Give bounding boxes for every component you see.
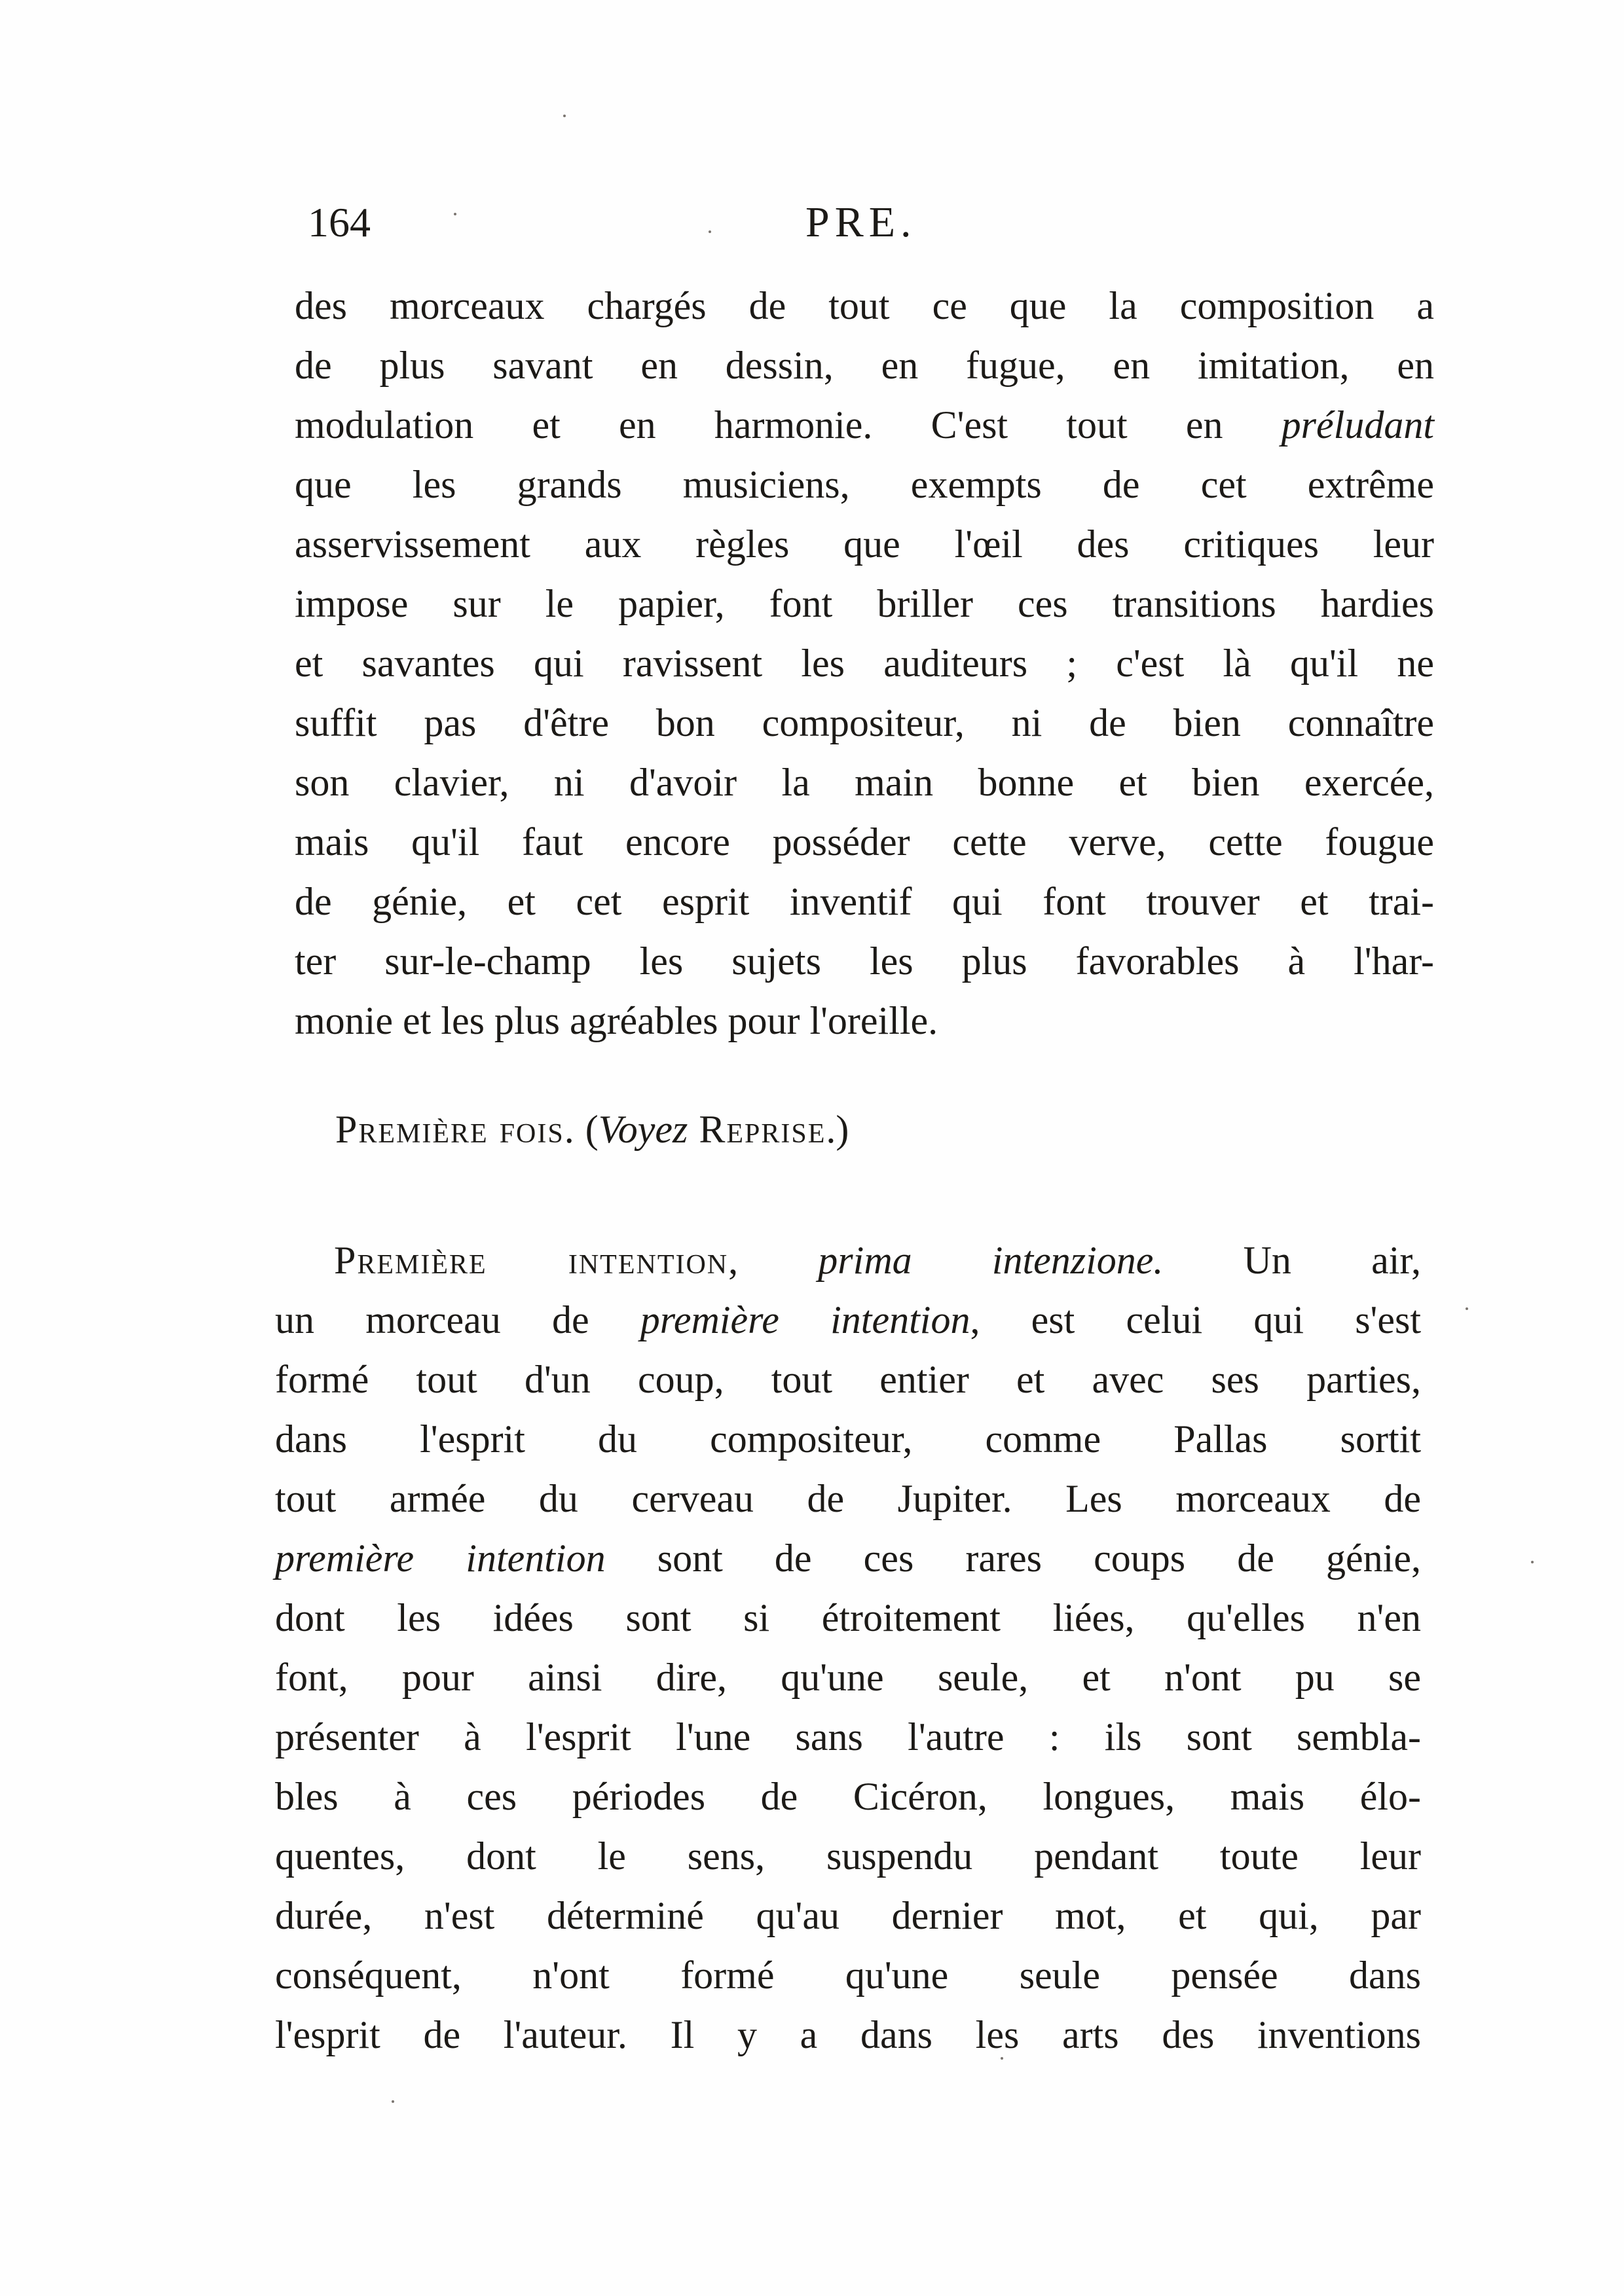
paper-speck (563, 115, 566, 117)
paper-speck (454, 213, 456, 215)
cross-reference-target: Reprise (688, 1108, 826, 1151)
text-line: un morceau de première intention, est celui qui s'est (275, 1298, 1421, 1341)
text-line: ter sur-le-champ les sujets les plus favorables à l'har- (295, 939, 1434, 983)
text-line: asservissement aux règles que l'œil des critiques leur (295, 522, 1434, 566)
text-line: tout armée du cerveau de Jupiter. Les morceaux de (275, 1477, 1421, 1520)
text-line: font, pour ainsi dire, qu'une seule, et n'ont pu se (275, 1656, 1421, 1699)
text-line: impose sur le papier, font briller ces transitions hardies (295, 582, 1434, 625)
cross-reference-voyez: Voyez (598, 1108, 688, 1151)
italic-term: première intention (275, 1537, 606, 1580)
text-line: bles à ces périodes de Cicéron, longues, mais élo- (275, 1775, 1421, 1818)
entry-premiere-intention (275, 1231, 1421, 2065)
text-line: quentes, dont le sens, suspendu pendant toute leur (275, 1834, 1421, 1878)
text-line: durée, n'est déterminé qu'au dernier mot, et qui, par (275, 1894, 1421, 1937)
text-line: mais qu'il faut encore posséder cette verve, cette fougue (295, 820, 1434, 864)
running-title: PRE. (805, 198, 917, 246)
text-line: que les grands musiciens, exempts de cet extrême (295, 463, 1434, 506)
paper-speck (1531, 1561, 1534, 1563)
paper-speck (709, 230, 711, 233)
running-head (308, 196, 1421, 255)
text-line: formé tout d'un coup, tout entier et avec ses parties, (275, 1358, 1421, 1401)
text-line: de génie, et cet esprit inventif qui font trouver et trai- (295, 880, 1434, 923)
text-line: modulation et en harmonie. C'est tout en préludant (295, 403, 1434, 446)
text-line: des morceaux chargés de tout ce que la composition a (295, 284, 1434, 327)
paper-speck (1001, 2057, 1003, 2060)
text-line: première intention sont de ces rares coups de génie, (275, 1537, 1421, 1580)
italic-term: première intention (640, 1298, 970, 1341)
paper-speck (1466, 1307, 1468, 1310)
text-line: dont les idées sont si étroitement liées, qu'elles n'en (275, 1596, 1421, 1639)
text-line: dans l'esprit du compositeur, comme Pallas sortit (275, 1417, 1421, 1461)
page-number: 164 (308, 199, 371, 246)
italic-term: préludant (1281, 403, 1434, 446)
italian-term: prima intenzione. (818, 1239, 1164, 1282)
text-line: son clavier, ni d'avoir la main bonne et bien exercée, (295, 761, 1434, 804)
text-line: présenter à l'esprit l'une sans l'autre : ils sont sembla- (275, 1715, 1421, 1758)
text-line: et savantes qui ravissent les auditeurs ; c'est là qu'il ne (295, 642, 1434, 685)
entry-headword: Première intention (334, 1239, 729, 1282)
text-line: monie et les plus agréables pour l'oreille. (295, 999, 938, 1042)
entry-headword: Première fois. (335, 1108, 576, 1151)
entry-premiere-fois: Première fois. (Voyez Reprise.) (335, 1108, 849, 1151)
text-line: l'esprit de l'auteur. Il y a dans les arts des inventions (275, 2013, 1421, 2056)
entry-first-line: Première intention, prima intenzione. Un air, (334, 1239, 1421, 1282)
text-line: conséquent, n'ont formé qu'une seule pensée dans (275, 1954, 1421, 1997)
continued-paragraph (295, 276, 1434, 1051)
text-line: de plus savant en dessin, en fugue, en imitation, en (295, 344, 1434, 387)
text-line: suffit pas d'être bon compositeur, ni de bien connaître (295, 701, 1434, 744)
paper-speck (392, 2100, 394, 2103)
